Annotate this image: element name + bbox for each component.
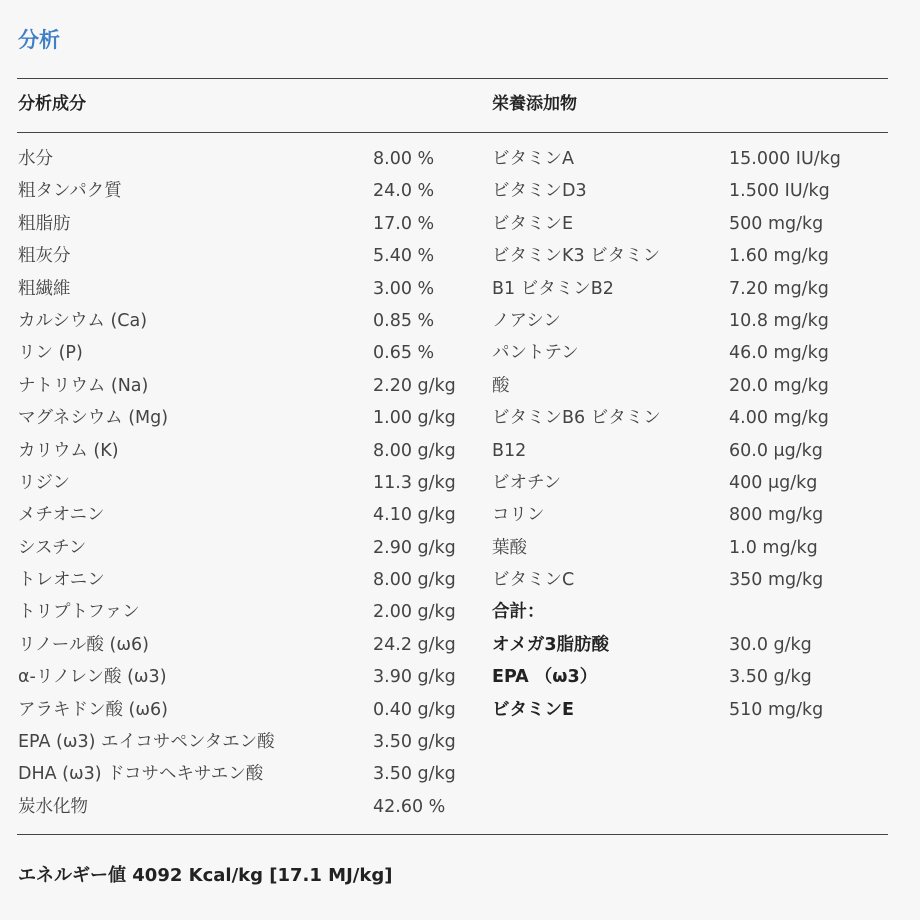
analysis-row <box>18 307 478 339</box>
additive-value: 350 mg/kg <box>729 570 824 591</box>
additive-value: 4.00 mg/kg <box>729 408 829 429</box>
section-title: 分析 <box>18 28 60 52</box>
analysis-row <box>18 696 478 728</box>
analysis-row <box>18 177 478 209</box>
analysis-label: 粗脂肪 <box>18 213 71 234</box>
analysis-label: 粗灰分 <box>18 246 71 267</box>
additive-label: ビタミンE <box>492 699 574 720</box>
additive-row <box>492 372 882 404</box>
analysis-value: 17.0 % <box>373 213 435 234</box>
analysis-row <box>18 145 478 177</box>
analysis-value: 24.2 g/kg <box>373 634 456 655</box>
additive-label: オメガ3脂肪酸 <box>492 634 610 655</box>
analysis-value: 3.90 g/kg <box>373 667 456 688</box>
analysis-label: マグネシウム (Mg) <box>18 408 169 429</box>
analysis-label: リジン <box>18 472 71 493</box>
analysis-label: カルシウム (Ca) <box>18 310 148 331</box>
additive-value: 1.500 IU/kg <box>729 181 830 202</box>
additives-header: 栄養添加物 <box>492 94 577 114</box>
additive-label: ビタミンD3 <box>492 181 587 202</box>
additive-label: コリン <box>492 505 545 526</box>
analysis-row <box>18 404 478 436</box>
additive-value: 20.0 mg/kg <box>729 375 829 396</box>
analysis-list <box>18 145 478 825</box>
additive-label: 合計： <box>492 602 545 623</box>
analysis-row <box>18 728 478 760</box>
additive-label: 葉酸 <box>492 537 527 558</box>
additive-label: ビタミンC <box>492 570 575 591</box>
analysis-value: 4.10 g/kg <box>373 505 456 526</box>
analysis-label: アラキドン酸 (ω6) <box>18 699 169 720</box>
analysis-value: 0.85 % <box>373 310 435 331</box>
analysis-row <box>18 598 478 630</box>
additive-row <box>492 275 882 307</box>
analysis-row <box>18 631 478 663</box>
additive-value: 15.000 IU/kg <box>729 149 841 169</box>
analysis-row <box>18 437 478 469</box>
analysis-label: ナトリウム (Na) <box>18 375 149 396</box>
analysis-value: 8.00 g/kg <box>373 440 456 461</box>
analysis-row <box>18 760 478 792</box>
additive-row <box>492 663 882 695</box>
additive-value: 800 mg/kg <box>729 505 824 526</box>
analysis-label: 水分 <box>18 149 53 169</box>
additive-value: 46.0 mg/kg <box>729 343 829 364</box>
additive-row <box>492 339 882 371</box>
analysis-value: 8.00 % <box>373 149 435 169</box>
analysis-row <box>18 372 478 404</box>
analysis-row <box>18 793 478 825</box>
analysis-row <box>18 339 478 371</box>
additive-value: 1.60 mg/kg <box>729 246 829 267</box>
analysis-row <box>18 275 478 307</box>
additive-row <box>492 469 882 501</box>
analysis-value: 42.60 % <box>373 796 446 817</box>
additive-row <box>492 437 882 469</box>
analysis-value: 3.00 % <box>373 278 435 299</box>
additive-row <box>492 696 882 728</box>
analysis-value: 0.40 g/kg <box>373 699 456 720</box>
additive-value: 1.0 mg/kg <box>729 537 818 558</box>
additive-value: 400 μg/kg <box>729 472 818 493</box>
additive-row <box>492 534 882 566</box>
analysis-value: 5.40 % <box>373 246 435 267</box>
analysis-label: 炭水化物 <box>18 796 88 817</box>
additive-row <box>492 210 882 242</box>
additive-label: B12 <box>492 440 527 461</box>
additive-label: ビタミンA <box>492 149 574 169</box>
analysis-label: トリプトファン <box>18 602 140 623</box>
additive-label: パントテン <box>492 343 579 364</box>
analysis-value: 3.50 g/kg <box>373 732 456 753</box>
additive-label: ビタミンB6 ビタミン <box>492 408 661 429</box>
additive-row <box>492 404 882 436</box>
analysis-value: 0.65 % <box>373 343 435 364</box>
analysis-label: カリウム (K) <box>18 440 119 461</box>
additive-label: ビオチン <box>492 472 562 493</box>
analysis-row <box>18 469 478 501</box>
top-rule <box>17 78 888 79</box>
additive-value: 10.8 mg/kg <box>729 310 829 331</box>
analysis-row <box>18 210 478 242</box>
analysis-label: EPA (ω3) エイコサペンタエン酸 <box>18 732 275 753</box>
additive-row <box>492 307 882 339</box>
analysis-value: 24.0 % <box>373 181 435 202</box>
analysis-label: シスチン <box>18 537 87 558</box>
additive-label: ノアシン <box>492 310 561 331</box>
additive-row <box>492 242 882 274</box>
additive-value: 3.50 g/kg <box>729 667 812 688</box>
additive-row <box>492 566 882 598</box>
header-rule <box>17 132 888 133</box>
analysis-value: 8.00 g/kg <box>373 570 456 591</box>
analysis-value: 3.50 g/kg <box>373 764 456 785</box>
analysis-label: α-リノレン酸 (ω3) <box>18 667 167 688</box>
additive-row <box>492 501 882 533</box>
analysis-value: 2.00 g/kg <box>373 602 456 623</box>
analysis-label: リノール酸 (ω6) <box>18 634 149 655</box>
additive-label: 酸 <box>492 375 510 396</box>
additive-row <box>492 145 882 177</box>
bottom-rule <box>17 834 888 835</box>
analysis-label: 粗繊維 <box>18 278 71 299</box>
additive-value: 30.0 g/kg <box>729 634 812 655</box>
analysis-label: DHA (ω3) ドコサヘキサエン酸 <box>18 764 264 785</box>
analysis-label: リン (P) <box>18 343 83 364</box>
energy-value: エネルギー値 4092 Kcal/kg [17.1 MJ/kg] <box>18 865 393 886</box>
analysis-label: トレオニン <box>18 570 105 591</box>
additives-list <box>492 145 882 728</box>
additive-row <box>492 598 882 630</box>
additive-value: 60.0 μg/kg <box>729 440 823 461</box>
additive-label: ビタミンE <box>492 213 574 234</box>
analysis-value: 1.00 g/kg <box>373 408 456 429</box>
analysis-value: 2.20 g/kg <box>373 375 456 396</box>
additive-value: 7.20 mg/kg <box>729 278 829 299</box>
analysis-row <box>18 566 478 598</box>
analysis-row <box>18 663 478 695</box>
analysis-label: メチオニン <box>18 505 105 526</box>
additive-label: EPA （ω3） <box>492 667 598 688</box>
analysis-row <box>18 501 478 533</box>
additive-label: ビタミンK3 ビタミン <box>492 246 661 267</box>
analysis-row <box>18 534 478 566</box>
additive-value: 500 mg/kg <box>729 213 824 234</box>
additive-label: B1 ビタミンB2 <box>492 278 614 299</box>
analysis-value: 11.3 g/kg <box>373 472 456 493</box>
analysis-label: 粗タンパク質 <box>18 181 122 202</box>
additive-row <box>492 631 882 663</box>
analysis-header: 分析成分 <box>18 94 86 114</box>
additive-row <box>492 177 882 209</box>
additive-value: 510 mg/kg <box>729 699 824 720</box>
analysis-row <box>18 242 478 274</box>
analysis-value: 2.90 g/kg <box>373 537 456 558</box>
